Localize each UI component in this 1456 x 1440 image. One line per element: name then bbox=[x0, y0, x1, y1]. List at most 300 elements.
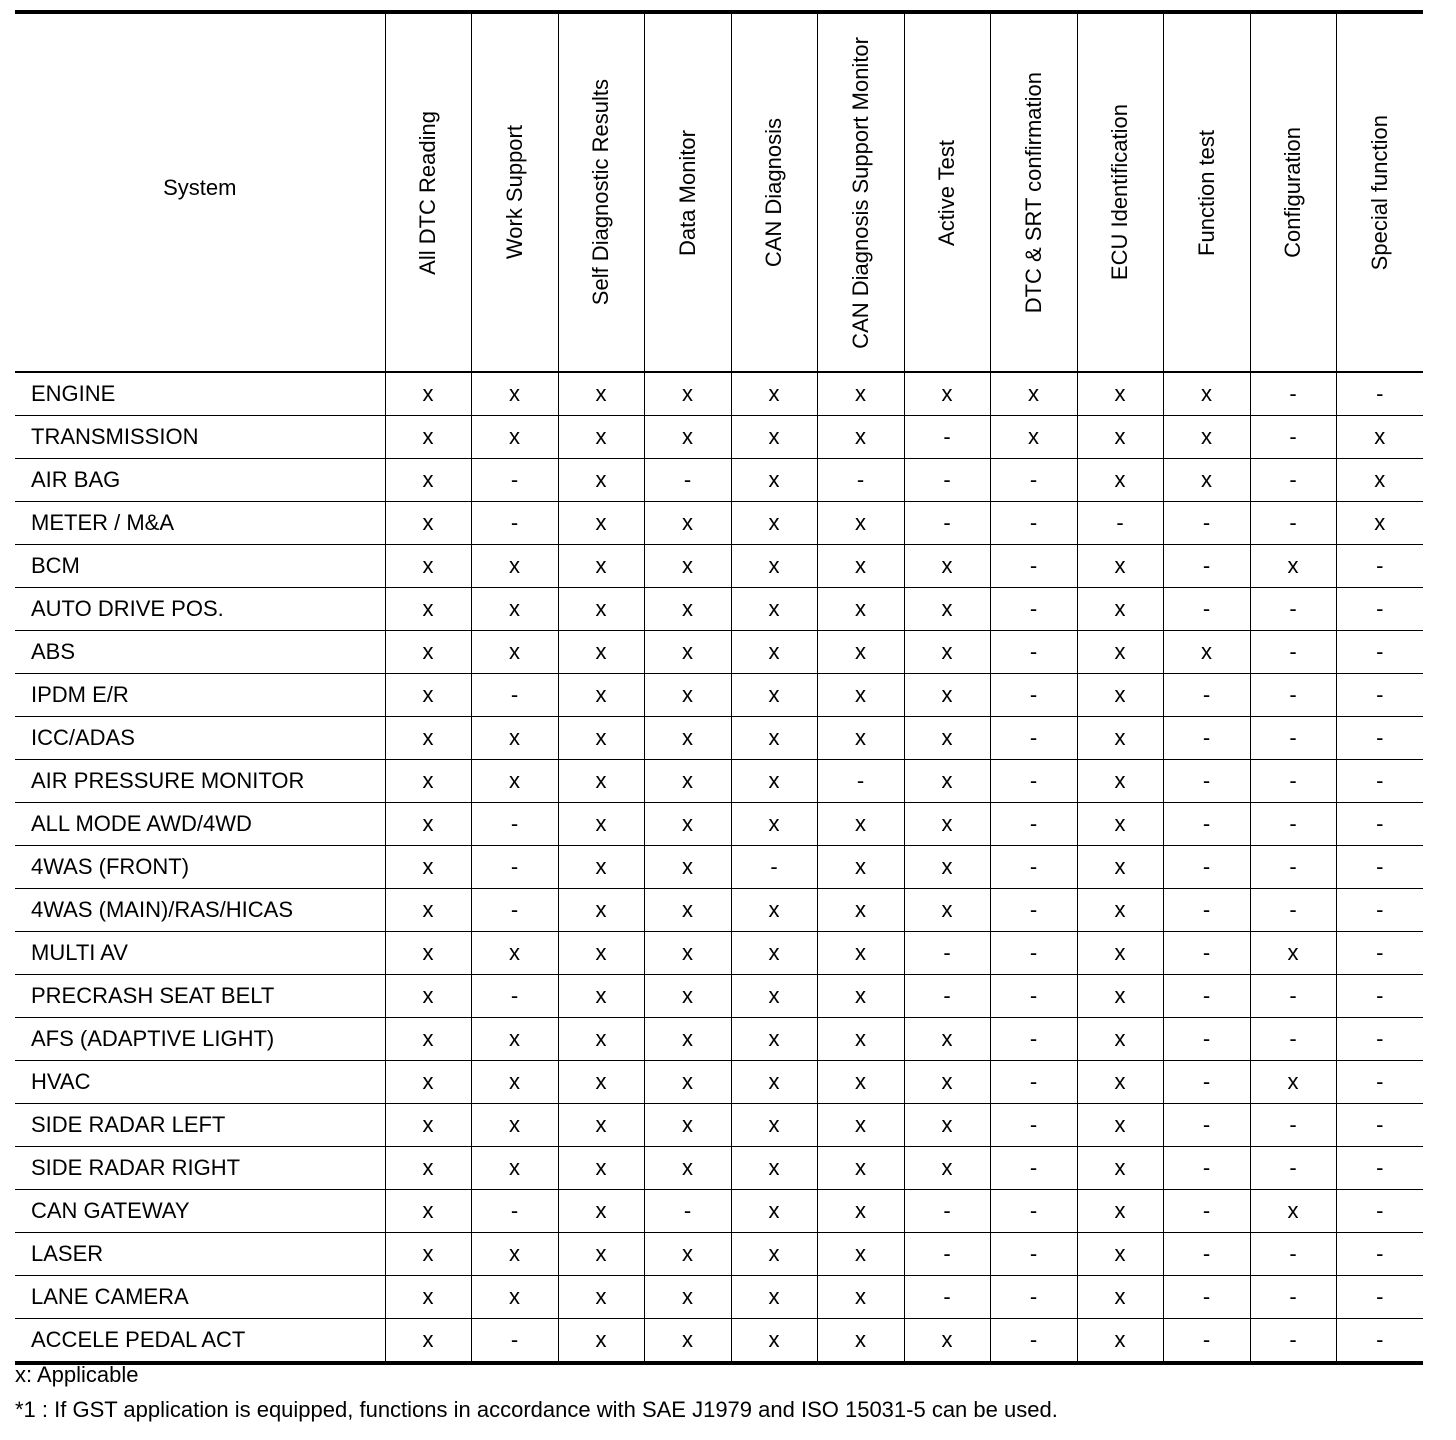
applicability-cell: - bbox=[904, 975, 990, 1018]
applicability-cell: x bbox=[904, 372, 990, 416]
applicability-cell: x bbox=[990, 416, 1077, 459]
applicability-cell: - bbox=[1336, 1104, 1423, 1147]
table-row bbox=[15, 932, 1423, 975]
applicability-cell: - bbox=[990, 631, 1077, 674]
applicability-cell: x bbox=[1077, 372, 1163, 416]
system-name-cell: 4WAS (FRONT) bbox=[15, 846, 385, 889]
system-name-cell: IPDM E/R bbox=[15, 674, 385, 717]
applicability-cell: x bbox=[471, 1061, 558, 1104]
applicability-cell: x bbox=[904, 803, 990, 846]
applicability-cell: - bbox=[1250, 717, 1336, 760]
applicability-cell: x bbox=[558, 1104, 644, 1147]
applicability-cell: - bbox=[471, 502, 558, 545]
applicability-cell: x bbox=[558, 1276, 644, 1319]
applicability-cell: x bbox=[385, 416, 471, 459]
applicability-cell: - bbox=[1336, 1190, 1423, 1233]
column-header bbox=[990, 12, 1077, 372]
column-header bbox=[1336, 12, 1423, 372]
applicability-cell: x bbox=[731, 889, 817, 932]
applicability-cell: x bbox=[1077, 889, 1163, 932]
applicability-cell: - bbox=[1336, 975, 1423, 1018]
table-row bbox=[15, 459, 1423, 502]
applicability-cell: - bbox=[1336, 1018, 1423, 1061]
table-row bbox=[15, 760, 1423, 803]
applicability-cell: - bbox=[990, 846, 1077, 889]
applicability-cell: - bbox=[904, 459, 990, 502]
applicability-cell: - bbox=[1250, 803, 1336, 846]
applicability-cell: x bbox=[644, 717, 731, 760]
applicability-cell: - bbox=[1163, 1233, 1250, 1276]
applicability-cell: x bbox=[471, 588, 558, 631]
header-row bbox=[15, 12, 1423, 372]
column-header-label: CAN Diagnosis bbox=[761, 117, 786, 268]
column-header-label: ECU Identification bbox=[1107, 104, 1132, 281]
applicability-cell: - bbox=[471, 1190, 558, 1233]
applicability-cell: x bbox=[817, 1233, 904, 1276]
table-row bbox=[15, 1147, 1423, 1190]
applicability-cell: x bbox=[471, 1233, 558, 1276]
table-row bbox=[15, 674, 1423, 717]
applicability-cell: x bbox=[817, 975, 904, 1018]
column-header-label: CAN Diagnosis Support Monitor bbox=[847, 36, 873, 349]
applicability-cell: x bbox=[558, 760, 644, 803]
applicability-cell: x bbox=[1077, 975, 1163, 1018]
applicability-cell: x bbox=[385, 760, 471, 803]
applicability-cell: - bbox=[471, 975, 558, 1018]
applicability-cell: x bbox=[644, 1319, 731, 1364]
applicability-cell: x bbox=[817, 588, 904, 631]
applicability-cell: x bbox=[471, 760, 558, 803]
applicability-cell: x bbox=[990, 372, 1077, 416]
applicability-cell: x bbox=[385, 717, 471, 760]
applicability-cell: - bbox=[1163, 717, 1250, 760]
table-row bbox=[15, 1233, 1423, 1276]
applicability-cell: x bbox=[558, 1190, 644, 1233]
table-row bbox=[15, 416, 1423, 459]
applicability-cell: - bbox=[1250, 674, 1336, 717]
applicability-cell: x bbox=[731, 932, 817, 975]
applicability-cell: x bbox=[817, 1276, 904, 1319]
applicability-cell: x bbox=[731, 459, 817, 502]
applicability-cell: x bbox=[558, 545, 644, 588]
applicability-cell: x bbox=[1077, 674, 1163, 717]
applicability-cell: x bbox=[558, 932, 644, 975]
table-row bbox=[15, 1276, 1423, 1319]
applicability-cell: x bbox=[644, 1104, 731, 1147]
applicability-cell: - bbox=[1336, 588, 1423, 631]
applicability-cell: x bbox=[1077, 1190, 1163, 1233]
system-name-cell: SIDE RADAR LEFT bbox=[15, 1104, 385, 1147]
applicability-cell: x bbox=[904, 1147, 990, 1190]
applicability-cell: - bbox=[1336, 545, 1423, 588]
system-name-cell: CAN GATEWAY bbox=[15, 1190, 385, 1233]
system-header-label: System bbox=[163, 174, 237, 200]
applicability-cell: - bbox=[990, 1276, 1077, 1319]
applicability-cell: x bbox=[731, 1319, 817, 1364]
applicability-cell: x bbox=[1250, 932, 1336, 975]
applicability-cell: x bbox=[1077, 846, 1163, 889]
system-name-cell: BCM bbox=[15, 545, 385, 588]
applicability-cell: x bbox=[817, 846, 904, 889]
applicability-cell: x bbox=[471, 416, 558, 459]
table-row bbox=[15, 588, 1423, 631]
applicability-cell: x bbox=[1163, 416, 1250, 459]
applicability-cell: - bbox=[1163, 889, 1250, 932]
applicability-cell: - bbox=[1336, 717, 1423, 760]
applicability-cell: - bbox=[1250, 1104, 1336, 1147]
table-row bbox=[15, 889, 1423, 932]
applicability-cell: - bbox=[990, 1104, 1077, 1147]
applicability-cell: - bbox=[1336, 372, 1423, 416]
applicability-cell: - bbox=[990, 760, 1077, 803]
applicability-cell: x bbox=[1077, 631, 1163, 674]
applicability-cell: x bbox=[731, 717, 817, 760]
applicability-cell: - bbox=[990, 717, 1077, 760]
applicability-cell: x bbox=[385, 1319, 471, 1364]
applicability-cell: x bbox=[1250, 1061, 1336, 1104]
applicability-cell: x bbox=[817, 889, 904, 932]
applicability-cell: - bbox=[817, 459, 904, 502]
applicability-cell: - bbox=[1336, 1061, 1423, 1104]
system-name-cell: PRECRASH SEAT BELT bbox=[15, 975, 385, 1018]
applicability-cell: - bbox=[990, 1018, 1077, 1061]
applicability-cell: x bbox=[731, 545, 817, 588]
applicability-cell: - bbox=[471, 889, 558, 932]
applicability-cell: - bbox=[471, 846, 558, 889]
applicability-cell: x bbox=[1077, 803, 1163, 846]
applicability-cell: x bbox=[1250, 1190, 1336, 1233]
table-row bbox=[15, 975, 1423, 1018]
column-header-label: Function test bbox=[1193, 129, 1219, 256]
applicability-cell: x bbox=[1077, 760, 1163, 803]
applicability-cell: x bbox=[558, 459, 644, 502]
applicability-cell: - bbox=[904, 416, 990, 459]
applicability-cell: x bbox=[558, 1319, 644, 1364]
applicability-cell: x bbox=[644, 932, 731, 975]
applicability-cell: - bbox=[1250, 975, 1336, 1018]
applicability-cell: - bbox=[1250, 1319, 1336, 1364]
applicability-cell: x bbox=[731, 1104, 817, 1147]
applicability-cell: x bbox=[385, 889, 471, 932]
applicability-cell: x bbox=[817, 932, 904, 975]
column-header bbox=[1077, 12, 1163, 372]
applicability-cell: - bbox=[644, 1190, 731, 1233]
system-name-cell: ALL MODE AWD/4WD bbox=[15, 803, 385, 846]
applicability-cell: x bbox=[471, 1147, 558, 1190]
applicability-cell: x bbox=[817, 416, 904, 459]
system-name-cell: ACCELE PEDAL ACT bbox=[15, 1319, 385, 1364]
applicability-cell: x bbox=[558, 889, 644, 932]
column-header-label: Work Support bbox=[501, 125, 527, 260]
system-name-cell: LASER bbox=[15, 1233, 385, 1276]
applicability-cell: x bbox=[904, 674, 990, 717]
applicability-cell: - bbox=[1163, 545, 1250, 588]
applicability-cell: x bbox=[1077, 459, 1163, 502]
applicability-cell: - bbox=[904, 502, 990, 545]
applicability-cell: x bbox=[558, 674, 644, 717]
applicability-cell: x bbox=[644, 760, 731, 803]
applicability-cell: x bbox=[471, 1276, 558, 1319]
applicability-cell: x bbox=[558, 975, 644, 1018]
applicability-cell: x bbox=[1077, 1147, 1163, 1190]
system-name-cell: METER / M&A bbox=[15, 502, 385, 545]
applicability-cell: x bbox=[385, 1104, 471, 1147]
applicability-cell: x bbox=[558, 1147, 644, 1190]
applicability-cell: x bbox=[731, 1061, 817, 1104]
table-row bbox=[15, 717, 1423, 760]
applicability-cell: x bbox=[904, 846, 990, 889]
applicability-cell: x bbox=[644, 588, 731, 631]
applicability-cell: x bbox=[471, 932, 558, 975]
applicability-cell: x bbox=[644, 416, 731, 459]
applicability-cell: x bbox=[1077, 1276, 1163, 1319]
system-name-cell: AUTO DRIVE POS. bbox=[15, 588, 385, 631]
applicability-cell: - bbox=[990, 1190, 1077, 1233]
applicability-cell: - bbox=[1336, 1319, 1423, 1364]
applicability-cell: - bbox=[644, 459, 731, 502]
applicability-cell: x bbox=[558, 1018, 644, 1061]
applicability-cell: x bbox=[904, 889, 990, 932]
applicability-cell: x bbox=[817, 372, 904, 416]
table-row bbox=[15, 803, 1423, 846]
table-row bbox=[15, 372, 1423, 416]
column-header bbox=[904, 12, 990, 372]
table-body bbox=[15, 372, 1423, 1363]
system-name-cell: LANE CAMERA bbox=[15, 1276, 385, 1319]
applicability-cell: - bbox=[990, 545, 1077, 588]
applicability-cell: x bbox=[731, 1190, 817, 1233]
table-row bbox=[15, 1018, 1423, 1061]
table-row bbox=[15, 545, 1423, 588]
applicability-cell: - bbox=[471, 459, 558, 502]
applicability-cell: x bbox=[1077, 588, 1163, 631]
applicability-cell: x bbox=[1336, 416, 1423, 459]
applicability-cell: x bbox=[731, 588, 817, 631]
applicability-cell: x bbox=[1077, 717, 1163, 760]
applicability-cell: - bbox=[990, 1147, 1077, 1190]
applicability-cell: - bbox=[1163, 975, 1250, 1018]
applicability-cell: x bbox=[558, 1233, 644, 1276]
applicability-cell: x bbox=[558, 717, 644, 760]
applicability-cell: - bbox=[1163, 502, 1250, 545]
applicability-cell: - bbox=[1250, 1233, 1336, 1276]
applicability-cell: - bbox=[731, 846, 817, 889]
applicability-cell: x bbox=[471, 717, 558, 760]
applicability-cell: x bbox=[385, 1233, 471, 1276]
system-column-header bbox=[15, 12, 385, 372]
applicability-cell: x bbox=[385, 631, 471, 674]
applicability-cell: x bbox=[817, 1190, 904, 1233]
applicability-cell: x bbox=[731, 1233, 817, 1276]
applicability-cell: - bbox=[1163, 1319, 1250, 1364]
applicability-cell: x bbox=[558, 416, 644, 459]
applicability-cell: x bbox=[904, 760, 990, 803]
applicability-cell: x bbox=[817, 1104, 904, 1147]
applicability-cell: x bbox=[1336, 502, 1423, 545]
applicability-cell: - bbox=[904, 1276, 990, 1319]
applicability-cell: - bbox=[1163, 760, 1250, 803]
applicability-cell: x bbox=[471, 1018, 558, 1061]
applicability-cell: - bbox=[1163, 674, 1250, 717]
applicability-cell: x bbox=[731, 372, 817, 416]
applicability-cell: x bbox=[385, 932, 471, 975]
column-header-label: DTC & SRT confirmation bbox=[1020, 71, 1046, 314]
applicability-cell: - bbox=[1163, 1061, 1250, 1104]
applicability-cell: x bbox=[904, 1319, 990, 1364]
applicability-cell: - bbox=[1163, 846, 1250, 889]
applicability-cell: x bbox=[385, 1276, 471, 1319]
applicability-cell: x bbox=[731, 1147, 817, 1190]
column-header bbox=[558, 12, 644, 372]
applicability-cell: x bbox=[1163, 372, 1250, 416]
applicability-cell: x bbox=[817, 545, 904, 588]
applicability-cell: x bbox=[385, 372, 471, 416]
applicability-cell: - bbox=[1250, 760, 1336, 803]
applicability-cell: - bbox=[1250, 1147, 1336, 1190]
applicability-cell: x bbox=[1077, 932, 1163, 975]
column-header bbox=[385, 12, 471, 372]
applicability-cell: - bbox=[1336, 760, 1423, 803]
system-name-cell: ENGINE bbox=[15, 372, 385, 416]
table-row bbox=[15, 846, 1423, 889]
column-header bbox=[731, 12, 817, 372]
applicability-cell: x bbox=[471, 545, 558, 588]
applicability-cell: x bbox=[731, 631, 817, 674]
applicability-cell: - bbox=[990, 889, 1077, 932]
applicability-cell: - bbox=[1250, 502, 1336, 545]
applicability-cell: x bbox=[385, 1018, 471, 1061]
applicability-cell: x bbox=[904, 1061, 990, 1104]
applicability-cell: x bbox=[644, 372, 731, 416]
applicability-cell: - bbox=[990, 1319, 1077, 1364]
applicability-cell: x bbox=[558, 631, 644, 674]
applicability-cell: x bbox=[1077, 416, 1163, 459]
system-name-cell: 4WAS (MAIN)/RAS/HICAS bbox=[15, 889, 385, 932]
table-row bbox=[15, 1190, 1423, 1233]
applicability-cell: x bbox=[644, 889, 731, 932]
applicability-cell: x bbox=[644, 1147, 731, 1190]
applicability-cell: x bbox=[731, 1018, 817, 1061]
applicability-cell: x bbox=[558, 588, 644, 631]
applicability-cell: - bbox=[1250, 846, 1336, 889]
column-header bbox=[817, 12, 904, 372]
applicability-cell: x bbox=[731, 1276, 817, 1319]
applicability-cell: x bbox=[1077, 1104, 1163, 1147]
applicability-cell: - bbox=[471, 674, 558, 717]
applicability-cell: x bbox=[385, 545, 471, 588]
applicability-cell: x bbox=[385, 1061, 471, 1104]
applicability-cell: x bbox=[644, 631, 731, 674]
system-name-cell: ABS bbox=[15, 631, 385, 674]
applicability-cell: x bbox=[904, 631, 990, 674]
system-name-cell: AFS (ADAPTIVE LIGHT) bbox=[15, 1018, 385, 1061]
applicability-cell: x bbox=[817, 1061, 904, 1104]
column-header bbox=[1163, 12, 1250, 372]
applicability-cell: x bbox=[644, 846, 731, 889]
system-name-cell: TRANSMISSION bbox=[15, 416, 385, 459]
applicability-cell: x bbox=[904, 545, 990, 588]
applicability-cell: x bbox=[471, 1104, 558, 1147]
applicability-cell: x bbox=[1077, 1018, 1163, 1061]
applicability-cell: x bbox=[1250, 545, 1336, 588]
table-row bbox=[15, 1319, 1423, 1364]
applicability-cell: x bbox=[558, 803, 644, 846]
applicability-cell: - bbox=[1336, 631, 1423, 674]
applicability-cell: x bbox=[731, 416, 817, 459]
applicability-cell: x bbox=[1077, 545, 1163, 588]
column-header-label: Active Test bbox=[934, 139, 959, 246]
applicability-cell: x bbox=[1336, 459, 1423, 502]
applicability-cell: - bbox=[1336, 932, 1423, 975]
applicability-cell: x bbox=[817, 1018, 904, 1061]
applicability-cell: x bbox=[817, 1319, 904, 1364]
applicability-cell: x bbox=[644, 1276, 731, 1319]
table-row bbox=[15, 502, 1423, 545]
column-header bbox=[644, 12, 731, 372]
applicability-cell: x bbox=[644, 1061, 731, 1104]
applicability-cell: x bbox=[1163, 631, 1250, 674]
applicability-cell: x bbox=[904, 1018, 990, 1061]
applicability-cell: x bbox=[644, 975, 731, 1018]
applicability-cell: - bbox=[1336, 1147, 1423, 1190]
applicability-cell: x bbox=[644, 545, 731, 588]
applicability-cell: - bbox=[1336, 889, 1423, 932]
applicability-cell: x bbox=[1077, 1061, 1163, 1104]
applicability-cell: x bbox=[817, 502, 904, 545]
applicability-cell: x bbox=[644, 502, 731, 545]
applicability-cell: x bbox=[817, 631, 904, 674]
column-header-label: Self Diagnostic Results bbox=[588, 79, 613, 306]
column-header-label: All DTC Reading bbox=[415, 110, 440, 275]
applicability-cell: - bbox=[817, 760, 904, 803]
applicability-cell: x bbox=[385, 1147, 471, 1190]
applicability-cell: x bbox=[385, 1190, 471, 1233]
applicability-cell: x bbox=[558, 1061, 644, 1104]
applicability-cell: - bbox=[1336, 1233, 1423, 1276]
applicability-cell: - bbox=[1163, 1147, 1250, 1190]
applicability-cell: x bbox=[817, 674, 904, 717]
applicability-cell: - bbox=[1163, 1190, 1250, 1233]
applicability-cell: - bbox=[1336, 846, 1423, 889]
footnote-text: *1 : If GST application is equipped, functions in accordance with SAE J1979 and ISO 15031-5 can be used. bbox=[15, 1397, 1058, 1422]
applicability-cell: - bbox=[904, 932, 990, 975]
applicability-cell: - bbox=[990, 674, 1077, 717]
column-header-label: Special function bbox=[1366, 114, 1392, 271]
applicability-cell: x bbox=[558, 502, 644, 545]
applicability-cell: x bbox=[385, 975, 471, 1018]
applicability-cell: x bbox=[385, 459, 471, 502]
applicability-cell: - bbox=[990, 1233, 1077, 1276]
applicability-cell: - bbox=[1163, 1104, 1250, 1147]
system-name-cell: SIDE RADAR RIGHT bbox=[15, 1147, 385, 1190]
applicability-cell: - bbox=[1250, 459, 1336, 502]
applicability-cell: - bbox=[1250, 588, 1336, 631]
applicability-cell: - bbox=[1250, 416, 1336, 459]
applicability-cell: - bbox=[1077, 502, 1163, 545]
applicability-cell: - bbox=[1250, 372, 1336, 416]
column-header-label: Data Monitor bbox=[674, 129, 700, 256]
applicability-cell: - bbox=[1336, 803, 1423, 846]
applicability-cell: x bbox=[817, 803, 904, 846]
table-row bbox=[15, 1061, 1423, 1104]
applicability-cell: - bbox=[990, 588, 1077, 631]
applicability-cell: - bbox=[1163, 1276, 1250, 1319]
legend-text: x: Applicable bbox=[15, 1362, 139, 1387]
applicability-cell: x bbox=[385, 502, 471, 545]
applicability-cell: - bbox=[990, 975, 1077, 1018]
applicability-cell: x bbox=[385, 846, 471, 889]
system-name-cell: HVAC bbox=[15, 1061, 385, 1104]
